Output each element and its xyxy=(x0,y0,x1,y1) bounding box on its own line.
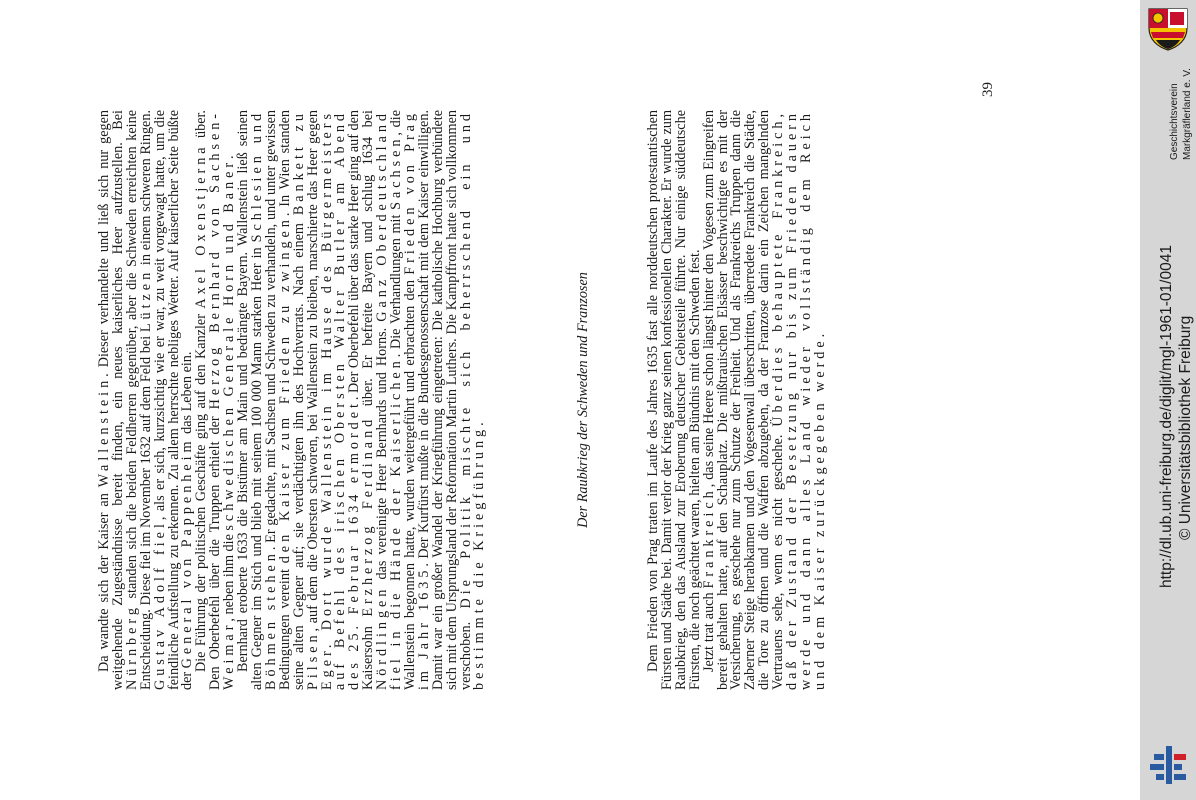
text-run: . Dieser verhandelte und ließ sich nur gegen weitgehende Zugeständnisse bereit finden, ein neues kaiserliches Heer aufzustellen. Bei xyxy=(96,110,126,690)
emphasized-text: Frieden von Prag im Jahr 1635 xyxy=(401,110,432,690)
text-run: , neben ihm die xyxy=(221,530,238,622)
text-run: standen sich die beiden Feldherren gegenüber, aber die Schweden erreichten keine Entscheidung. Diese fiel im November 1632 auf dem Feld bei xyxy=(123,110,154,690)
emphasized-text: Eger. Dort wurde Wallenstein im Hause des Bürgermeisters auf Befehl des irischen Obersten Walter Butler am Abend des 25. Februar 1634 ermordet xyxy=(318,110,363,690)
text-run: das vereinigte Heer Bernhards und Horns. xyxy=(374,321,391,586)
text-run: , auf dem die Obersten schworen, bei Wallenstein zu bleiben, marschierte das Heer gegen xyxy=(304,110,321,632)
paragraph xyxy=(195,110,237,690)
coat-of-arms-icon xyxy=(1146,6,1190,52)
society-name-line2: Markgräflerland e. V. xyxy=(1182,68,1193,160)
emphasized-text: Gustav Adolf fiel xyxy=(151,520,168,690)
source-url-link[interactable]: http://dl.ub.uni-freiburg.de/diglit/mgl-1961-01/0041 xyxy=(1158,245,1175,588)
text-run: Da wandte sich der Kaiser an xyxy=(96,487,112,672)
text-run: über. Er befreite Bayern und schlug 1634 bei xyxy=(360,110,377,416)
text-run: in einem schweren Ringen. xyxy=(137,110,154,269)
text-run: . Der Oberbefehl über das starke Heer ging auf den Kaisersohn xyxy=(346,109,377,690)
emphasized-text: Erzherzog Ferdinand xyxy=(360,415,377,617)
text-run: Bernhard eroberte 1633 die Bistümer am Main und bedrängte Bayern. Wallenstein ließ seinen alten Gegner im Stich und blieb mit seinem 100 000 Mann starken Heer in xyxy=(235,110,265,690)
emphasized-text: schwedischen Generale Horn und Baner xyxy=(221,158,238,531)
text-run: . xyxy=(811,333,828,338)
text-run: . Der Kurfürst mußte in die Bundesgenossenschaft mit dem Kaiser einwilligen. Damit war ein großer Wandel der Kriegführung eingetreten: Die katholische Hochburg verbündete sich mit dem Ursprungsland der Reformation Martin Luthers. Die Kampffront hatte sich vollkommen verschoben. xyxy=(415,110,474,690)
text-block-top xyxy=(98,110,487,690)
text-run: Die Führung der politischen Geschäfte ging auf den Kanzler xyxy=(193,308,210,672)
text-run: Dem Frieden von Prag traten im Laufe des Jahres 1635 fast alle norddeutschen protestantischen Fürsten und Städte bei. Damit verlor der Krieg ganz seinen konfessionellen Charakter. Er wurde zum Raubkrieg, den das Ausland zur Eroberung deutscher Gebietsteile führte. Nur einige süddeutsche Fürsten, die noch geächtet waren, hielten am Bündnis mit den Schweden fest. xyxy=(645,110,703,690)
paragraph xyxy=(98,110,195,690)
text-run: über. Den Oberbefehl über die Truppen erhielt der xyxy=(193,110,224,690)
text-run: Jetzt trat auch xyxy=(700,588,717,672)
page-number: 39 xyxy=(980,82,996,97)
emphasized-text: Überdies behauptete Frankreich, daß der Zustand der Besetzung nur bis zum Frieden dauern werde und dann alles Land wieder vollständig dem Reich und dem Kaiser zurückgegeben werde xyxy=(770,109,828,690)
emphasized-text: Nördlingen xyxy=(374,585,391,690)
text-run: . xyxy=(221,155,238,159)
text-run: . Die Verhandlungen mit xyxy=(388,209,405,358)
text-block-bottom xyxy=(647,110,828,690)
emphasized-text: General von Pappenheim xyxy=(179,437,196,669)
text-run: . Er gedachte, mit Sachsen und Schweden zu verhandeln, und unter gewissen Bedingungen vereint xyxy=(262,110,293,690)
copyright-notice: © Universitätsbibliothek Freiburg xyxy=(1177,315,1194,540)
text-run: . xyxy=(471,422,488,426)
text-run: , die Wallenstein begonnen hatte, wurden weitergeführt und erbrachten den xyxy=(388,110,418,690)
emphasized-text: Schlesien und Böhmen stehen xyxy=(248,109,279,690)
emphasized-text: Nürnberg xyxy=(123,604,140,690)
text-run: das Leben ein. xyxy=(179,351,196,438)
section-heading: Der Raubkrieg der Schweden und Franzosen xyxy=(575,272,591,528)
emphasized-text: Axel Oxenstjerna xyxy=(193,143,210,309)
paragraph xyxy=(700,109,828,690)
emphasized-text: Sachsen xyxy=(388,135,405,210)
text-run: , das seine Heere schon längst hinter den Vogesen zum Eingreifen bereit gehalten hatte, auf den Schauplatz. Die mißtrauischen Elsässer beschwichtigte es mit der Versicherung, es geschehe nur zum Schutze der Freiheit. Und als Frankreichs Truppen dann die Zaberner Steige herabkamen und den Vogesenwall überschritten, überredete Frankreich die Städte, die Tore zu öffnen und die Waffen abzugeben, da der Franzose darin ein Zeichen mangelnden Vertrauens sehe, wenn es nicht geschehe. xyxy=(700,110,787,690)
emphasized-text: Ganz Oberdeutschland fiel in die Hände der Kaiserlichen xyxy=(374,110,405,690)
text-run: , als er sich, kurzsichtig wie er war, zu weit vorgewagt hatte, um die feindliche Aufstellung zu erkennen. Zu allem herrschte nebliges Wetter. Auf kaiserlicher Seite büßte der xyxy=(151,110,196,690)
paragraph xyxy=(647,110,703,690)
emphasized-text: den Kaiser zum Frieden zu zwingen xyxy=(276,216,293,564)
emphasized-text: Wallenstein xyxy=(96,376,112,488)
emphasized-text: Herzog Bernhard von Sachsen-Weimar xyxy=(207,110,238,690)
society-name-line1: Geschichtsverein xyxy=(1169,83,1180,160)
ub-freiburg-logo-icon xyxy=(1148,744,1190,786)
text-run: . In Wien standen seine alten Gegner auf; sie verdächtigten ihn des Hochverrats. Nach einem xyxy=(276,110,307,690)
emphasized-text: Die Politik mischte sich beherrschend ein und bestimmte die Kriegführung xyxy=(457,110,488,690)
emphasized-text: Frankreich xyxy=(700,487,717,589)
paragraph xyxy=(237,110,487,690)
emphasized-text: Lützen xyxy=(137,268,154,333)
emphasized-text: Bankett zu Pilsen xyxy=(290,110,321,690)
